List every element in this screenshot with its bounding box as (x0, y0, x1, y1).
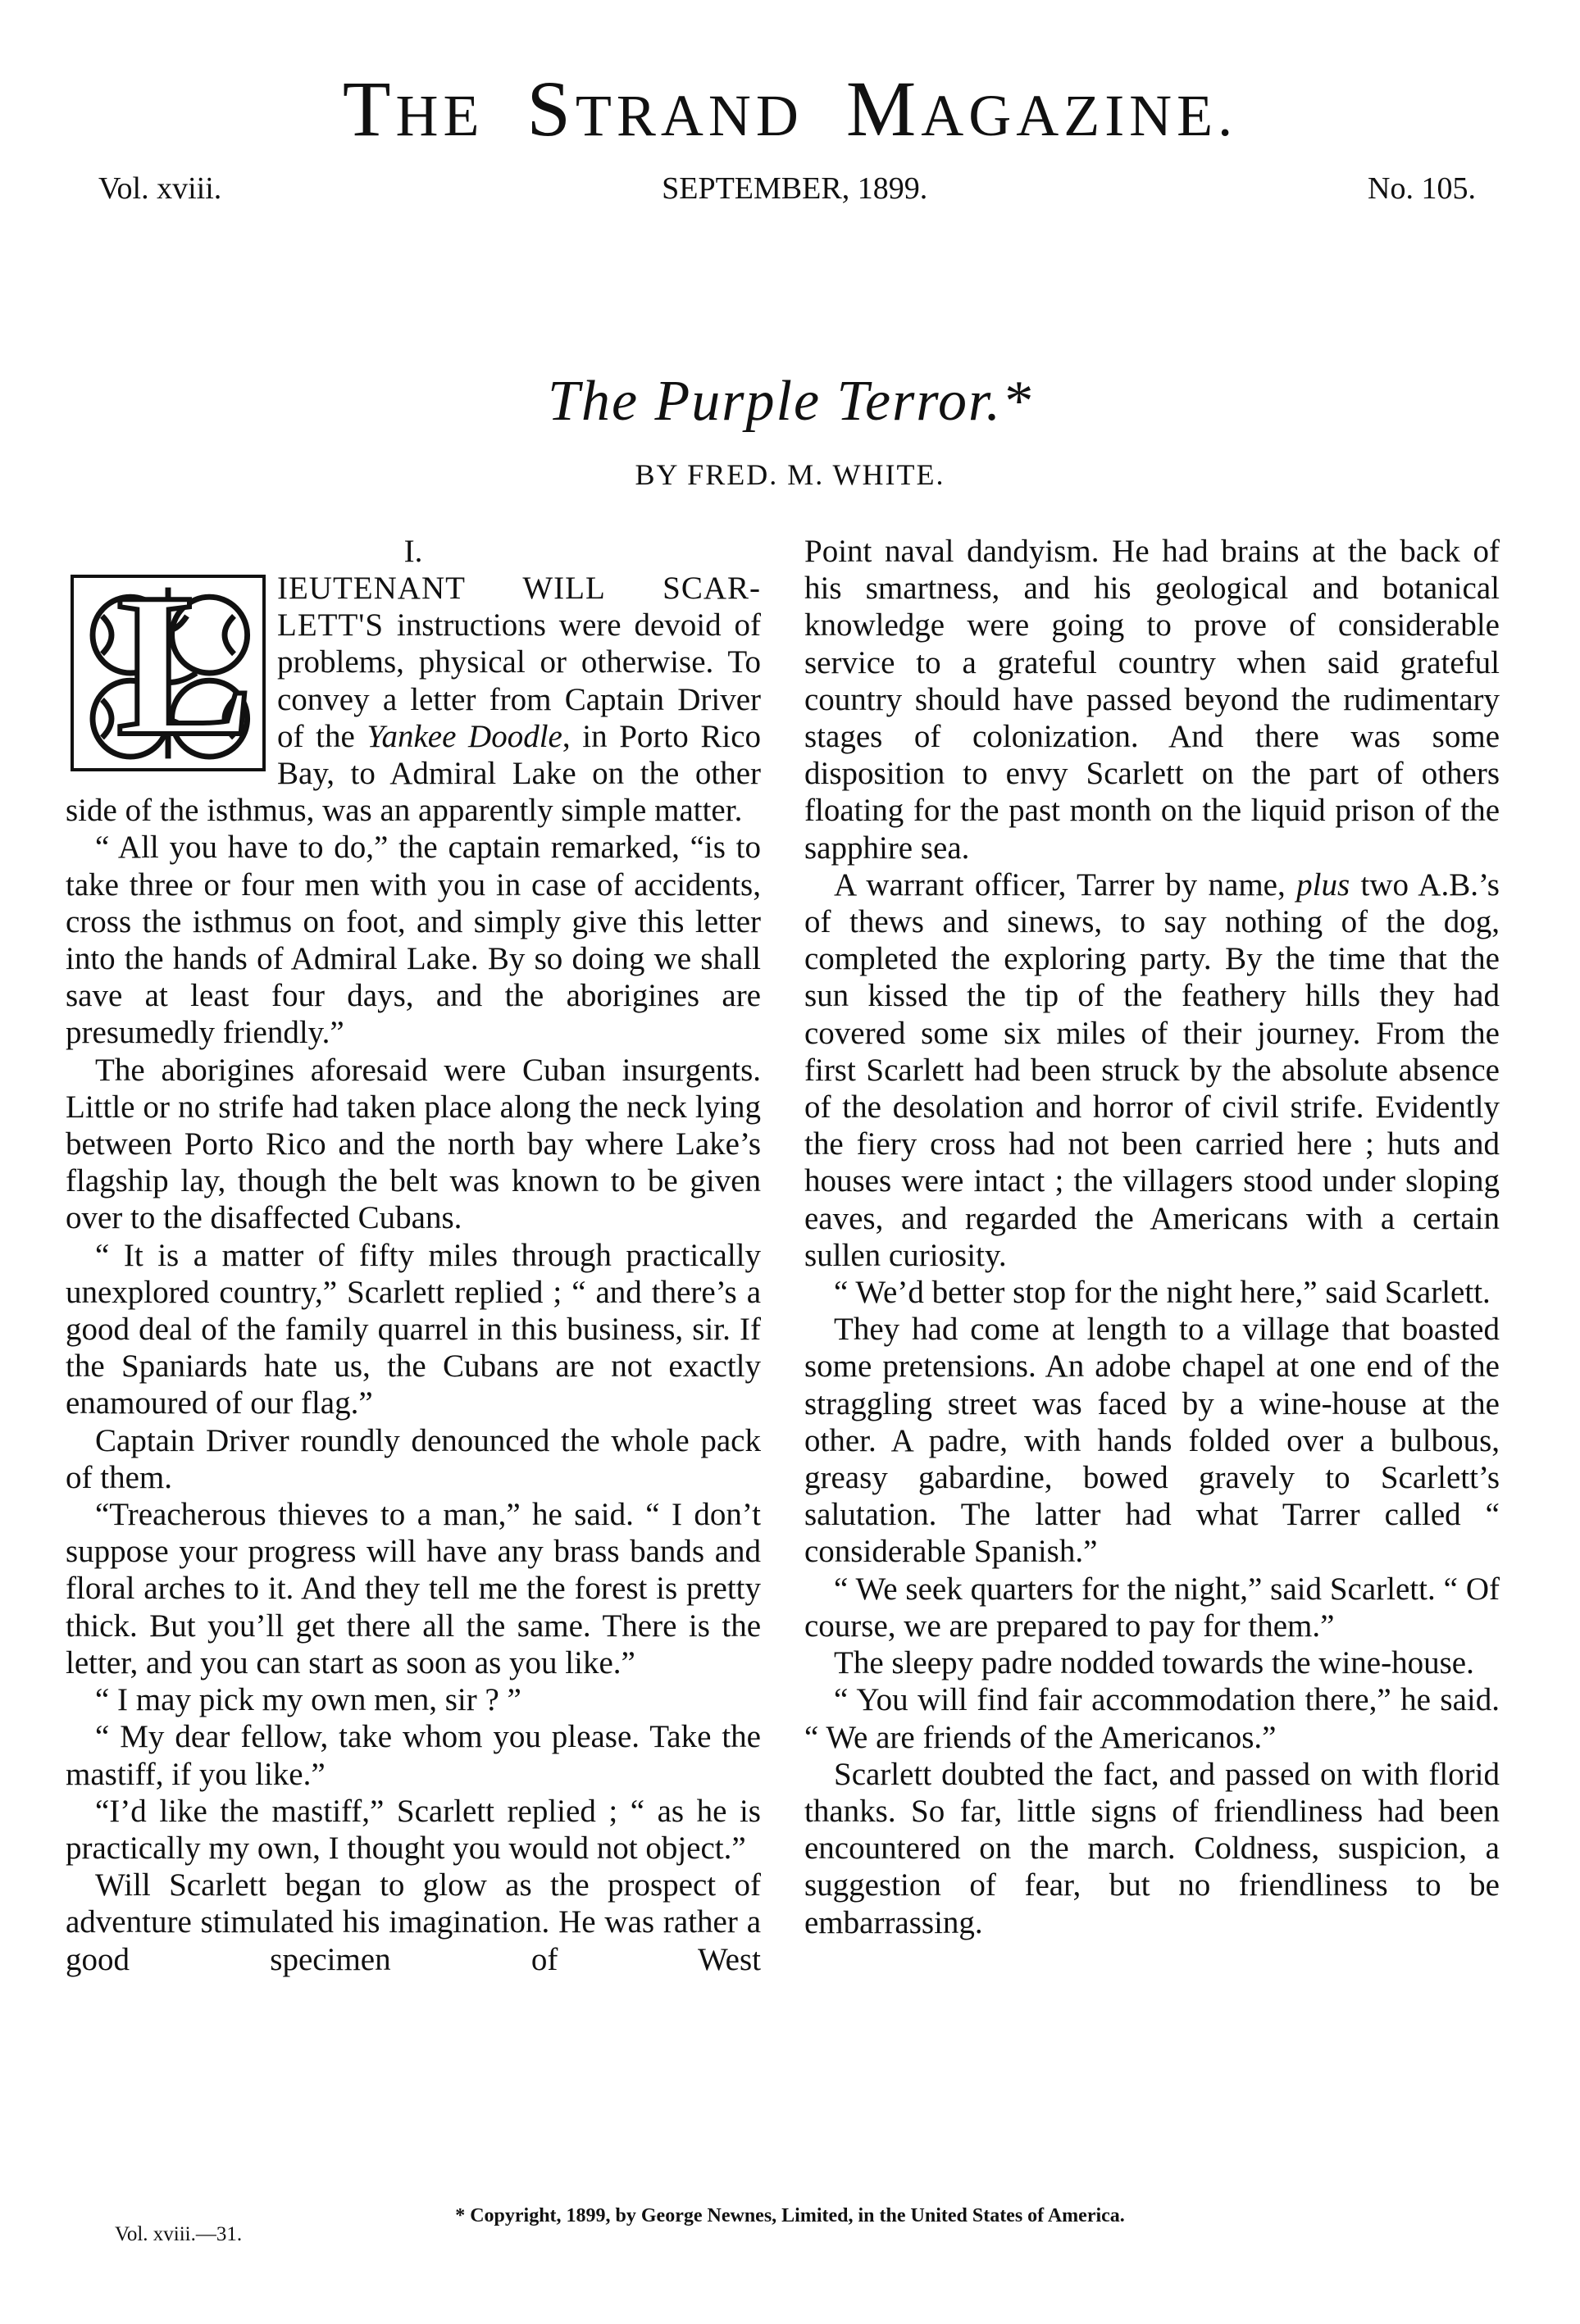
issue-date: SEPTEMBER, 1899. (662, 171, 928, 206)
paragraph (804, 866, 1500, 1274)
paragraph: “ We seek quarters for the night,” said Scarlett. “ Of course, we are prepared to pay for them.” (804, 1571, 1500, 1644)
paragraph: “ My dear fellow, take whom you please. Take the mastiff, if you like.” (66, 1719, 761, 1792)
paragraph: They had come at length to a village that boasted some pretensions. An adobe chapel at one end of the straggling street was faced by a wine-house at the other. A padre, with hands folded over a bulbous, greasy gabardine, bowed gravely to Scarlett’s salutation. The latter had what Tarrer called “ considerable Spanish.” (804, 1312, 1500, 1570)
paragraph: Captain Driver roundly denounced the whole pack of them. (66, 1422, 761, 1495)
volume-label: Vol. xviii. (98, 171, 222, 206)
copyright-footnote: * Copyright, 1899, by George Newnes, Limited, in the United States of America. (455, 2205, 1125, 2226)
column-right (804, 533, 1500, 1941)
masthead-magazine: MAGAZINE. (845, 65, 1238, 152)
dropcap-letter: L (116, 575, 253, 771)
paragraph: “ All you have to do,” the captain remarked, “is to take three or four men with you in case of accidents, cross the isthmus on foot, and simply give this letter into the hands of Admiral Lake. By so doing we shall save at least four days, and the aborigines are presumedly friendly.” (66, 830, 761, 1051)
section-number: I. (403, 534, 423, 569)
paragraph-text: two A.B.’s of thews and sinews, to say nothing of the dog, completed the exploring party. By the time that the sun kissed the tip of the feathery hills they had covered some six miles of their journey. From the first Scarlett had been struck by the absolute absence of the desolation and horror of civil strife. Evidently the fiery cross had not been carried here ; huts and houses were intact ; the villagers stood under sloping eaves, and regarded the Americans with a certain sullen curiosity. (804, 866, 1500, 1273)
issue-number: No. 105. (1368, 171, 1476, 206)
paragraph: “Treacherous thieves to a man,” he said. “ I don’t suppose your progress will have any brass bands and floral arches to it. And they tell me the forest is pretty thick. But you’ll get there all the same. There is the letter, and you can start as soon as you like.” (66, 1497, 761, 1680)
column-left (66, 533, 761, 1978)
paragraph-text: A warrant officer, Tarrer by name, (834, 866, 1297, 903)
paragraph-text: instructions were devoid of problems, physical or otherwise. To convey a letter from Captain Driver of the (277, 607, 761, 754)
paragraph: “ It is a matter of fifty miles through practically unexplored country,” Scarlett replied ; “ and there’s a good deal of the family quarrel in this business, sir. If the Spaniards hate us, the Cubans are not exactly enamoured of our flag.” (66, 1237, 761, 1421)
ornamental-dropcap-icon (71, 575, 266, 771)
paragraph: The sleepy padre nodded towards the wine-house. (834, 1645, 1474, 1681)
paragraph: Point naval dandyism. He had brains at the back of his smartness, and his geological and botanical knowledge were going to prove of considerable service to a grateful country when said grateful country should have passed beyond the rudimentary stages of colonization. And there was some disposition to envy Scarlett on the part of others floating for the past month on the liquid prison of the sapphire sea. (804, 534, 1500, 866)
ship-name: Yankee Doodle (367, 718, 562, 754)
paragraph: The aborigines aforesaid were Cuban insurgents. Little or no strife had taken place along the neck lying between Porto Rico and the north bay where Lake’s flagship lay, though the belt was known to be given over to the disaffected Cubans. (66, 1052, 761, 1236)
page-folio: Vol. xviii.—31. (115, 2223, 243, 2245)
paragraph-text: , in Porto Rico Bay, to Admiral Lake on the other side of the isthmus, was an apparently simple matter. (66, 718, 761, 829)
paragraph: “ You will find fair accommodation there,” he said. “ We are friends of the Americanos.” (804, 1682, 1500, 1755)
paragraph: “I’d like the mastiff,” Scarlett replied ; “ as he is practically my own, I thought you would not object.” (66, 1793, 761, 1866)
paragraph: “ I may pick my own men, sir ? ” (95, 1682, 521, 1718)
masthead-strand: STRAND (526, 65, 804, 152)
paragraph: Will Scarlett began to glow as the prospect of adventure stimulated his imagination. He was rather a good specimen of West (66, 1867, 761, 1977)
opening-caps: IEUTENANT WILL SCAR-LETT'S (277, 571, 761, 644)
italic-word: plus (1296, 866, 1350, 903)
article-title: The Purple Terror.* (548, 370, 1032, 433)
paragraph: Scarlett doubted the fact, and passed on with florid thanks. So far, little signs of friendliness had been encountered on the march. Coldness, suspicion, a suggestion of fear, but no friendliness to be embarrassing. (804, 1756, 1500, 1940)
issue-line (98, 171, 1476, 207)
magazine-masthead (0, 65, 1580, 152)
paragraph: “ We’d better stop for the night here,” said Scarlett. (834, 1275, 1491, 1311)
masthead-the: THE (342, 65, 485, 152)
article-byline: BY FRED. M. WHITE. (635, 458, 945, 491)
